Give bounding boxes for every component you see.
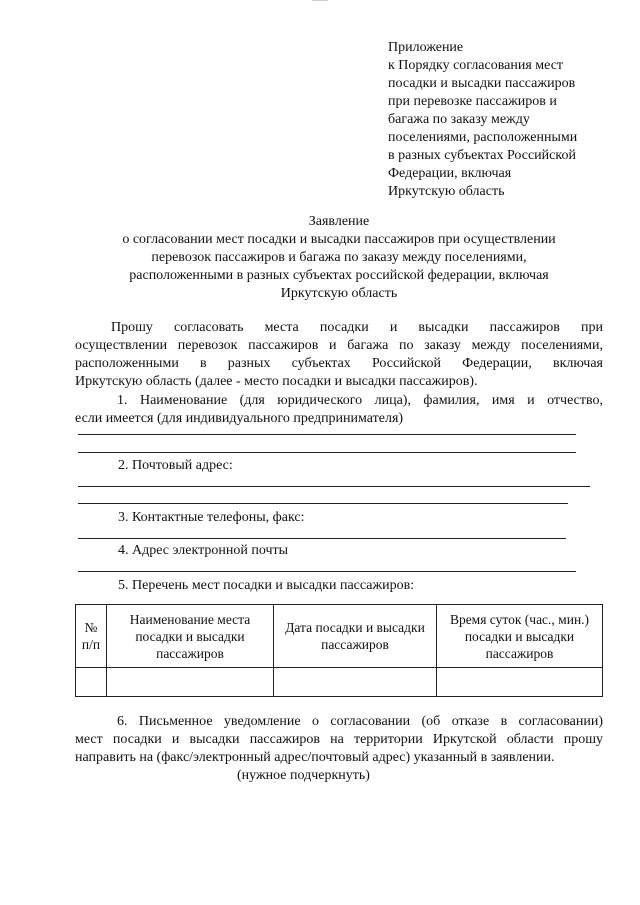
cell-number[interactable]	[76, 668, 107, 697]
appendix-line: поселениями, расположенными	[388, 130, 578, 145]
table-row	[76, 668, 603, 697]
field-phones-input-line[interactable]	[78, 538, 566, 539]
field-postal-input-line[interactable]	[78, 486, 590, 487]
appendix-line: Приложение	[388, 40, 464, 55]
header-number: № п/п	[76, 605, 107, 668]
appendix-line: при перевозке пассажиров и	[388, 94, 557, 109]
field-name-input-line[interactable]	[78, 434, 576, 435]
appendix-line: багажа по заказу между	[388, 112, 530, 127]
header-time: Время суток (час., мин.) посадки и высадки пассажиров	[437, 605, 603, 668]
header-date: Дата посадки и высадки пассажиров	[274, 605, 437, 668]
notice-line: мест посадки и высадки пассажиров на территории Иркутской области прошу	[75, 732, 603, 747]
field-email-label: 4. Адрес электронной почты	[118, 543, 289, 558]
title-line: расположенными в разных субъектах российской федерации, включая	[129, 268, 549, 283]
field-name-line: если имеется (для индивидуального предпринимателя)	[75, 411, 404, 426]
scan-mark	[312, 0, 328, 1]
field-phones-label: 3. Контактные телефоны, факс:	[118, 510, 305, 525]
intro-line: осуществлении перевозок пассажиров и багажа по заказу между поселениями,	[75, 338, 603, 353]
field-name-line: 1. Наименование (для юридического лица), фамилия, имя и отчество,	[117, 393, 603, 408]
field-name-input-line[interactable]	[78, 452, 576, 453]
notice-note: (нужное подчеркнуть)	[237, 768, 370, 783]
field-postal-label: 2. Почтовый адрес:	[118, 458, 233, 473]
appendix-line: Иркутскую область	[388, 184, 505, 199]
intro-line: расположенными в разных субъектах Российской Федерации, включая	[75, 356, 603, 371]
appendix-line: в разных субъектах Российской	[388, 148, 576, 163]
title-line: Иркутскую область	[280, 286, 398, 301]
intro-line: Иркутскую область (далее - место посадки и высадки пассажиров).	[75, 374, 478, 389]
appendix-block	[388, 39, 628, 201]
places-table	[75, 604, 603, 697]
cell-place-name[interactable]	[107, 668, 274, 697]
notice-line: направить на (факс/электронный адрес/почтовый адрес) указанный в заявлении.	[75, 750, 555, 765]
cell-date[interactable]	[274, 668, 437, 697]
table-header-row	[76, 605, 603, 668]
appendix-line: к Порядку согласования мест	[388, 58, 564, 73]
field-postal-input-line[interactable]	[78, 503, 568, 504]
title-line: о согласовании мест посадки и высадки пассажиров при осуществлении	[122, 232, 556, 247]
cell-time[interactable]	[437, 668, 603, 697]
field-email-input-line[interactable]	[78, 571, 576, 572]
appendix-line: Федерации, включая	[388, 166, 512, 181]
appendix-line: посадки и высадки пассажиров	[388, 76, 576, 91]
intro-line: Прошу согласовать места посадки и высадки пассажиров при	[111, 320, 603, 335]
notice-paragraph	[75, 713, 603, 785]
field-places-label: 5. Перечень мест посадки и высадки пассажиров:	[118, 578, 415, 593]
document-title	[75, 213, 603, 303]
field-name-label	[75, 392, 603, 428]
title-heading: Заявление	[308, 214, 370, 229]
intro-paragraph	[75, 319, 603, 391]
notice-line: 6. Письменное уведомление о согласовании (об отказе в согласовании)	[117, 714, 603, 729]
title-line: перевозок пассажиров и багажа по заказу между поселениями,	[151, 250, 527, 265]
header-place-name: Наименование места посадки и высадки пассажиров	[107, 605, 274, 668]
